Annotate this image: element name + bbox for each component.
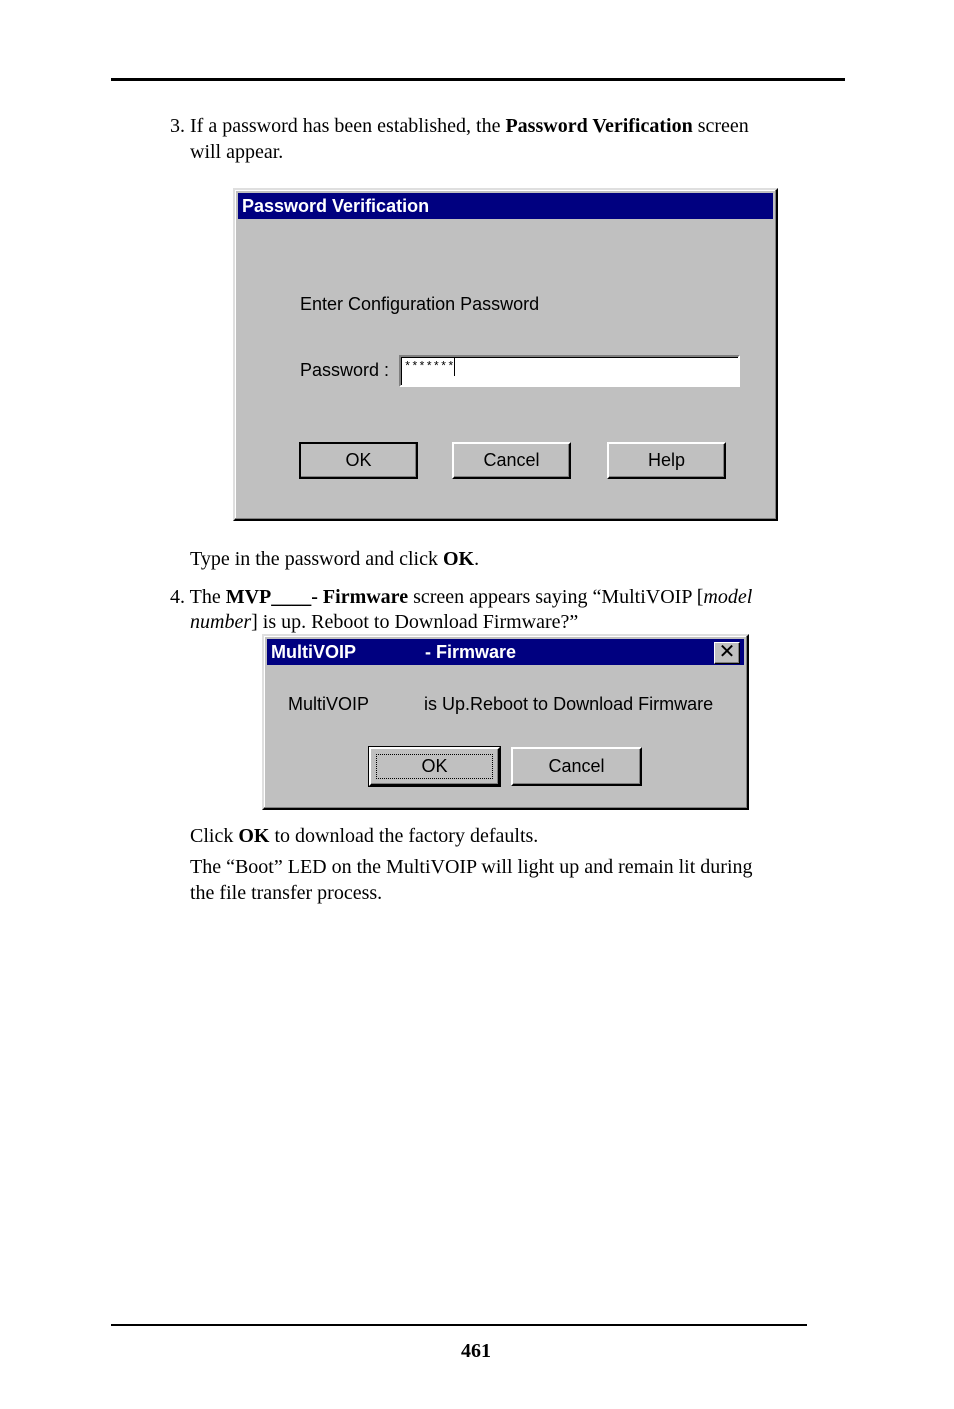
focus-ring <box>376 754 493 779</box>
step4-line1 <box>170 584 752 610</box>
password-instruction-text-b: . <box>474 548 480 570</box>
bottom-rule <box>111 1324 807 1326</box>
step4-italic-b: number <box>190 611 252 633</box>
firmware-cancel-button[interactable] <box>511 747 642 786</box>
step4-text-b: screen appears saying “MultiVOIP [ <box>408 586 704 608</box>
firmware-titlebar[interactable] <box>267 639 744 665</box>
step3-line1 <box>170 113 749 139</box>
step4-italic-a: model <box>703 586 753 608</box>
prompt-label: Enter Configuration Password <box>300 294 540 314</box>
firmware-ok-label: OK <box>421 756 448 776</box>
firmware-title-a: MultiVOIP <box>271 642 356 662</box>
step3-number: 3. <box>170 115 185 137</box>
step4-line2 <box>190 609 578 635</box>
step4-bold: MVP____- Firmware <box>225 586 409 608</box>
password-instruction <box>190 546 479 572</box>
step3-text-a: If a password has been established, the <box>185 115 506 137</box>
help-button[interactable] <box>607 442 726 479</box>
password-label: Password : <box>300 360 390 380</box>
dialog-titlebar[interactable]: Password Verification <box>238 193 773 219</box>
password-instruction-text-a: Type in the password and click <box>190 548 443 570</box>
click-ok-text-a: Click <box>190 825 239 847</box>
firmware-message-a: MultiVOIP <box>288 694 370 714</box>
password-instruction-bold: OK <box>442 548 475 570</box>
ok-button-label: OK <box>345 450 372 470</box>
step4-text-c: ] is up. Reboot to Download Firmware?” <box>251 611 579 633</box>
boot-led-line1: The “Boot” LED on the MultiVOIP will light up and remain lit during <box>190 856 753 878</box>
close-icon[interactable]: ✕ <box>714 642 740 664</box>
top-rule <box>111 78 845 81</box>
password-input[interactable] <box>399 355 740 387</box>
cancel-button-label: Cancel <box>483 450 540 470</box>
firmware-cancel-label: Cancel <box>548 756 605 776</box>
text-caret <box>454 358 455 376</box>
ok-button[interactable] <box>299 442 418 479</box>
firmware-dialog <box>262 634 749 810</box>
cancel-button[interactable] <box>452 442 571 479</box>
password-verification-dialog <box>233 188 778 521</box>
step4-text-a: The <box>185 586 226 608</box>
step3-text-b: screen <box>692 115 749 137</box>
password-value: ******* <box>404 360 455 374</box>
step3-line2: will appear. <box>190 141 284 163</box>
boot-led-line2: the file transfer process. <box>190 882 383 904</box>
help-button-label: Help <box>647 450 686 470</box>
step4-number: 4. <box>170 586 185 608</box>
click-ok-text-b: to download the factory defaults. <box>269 825 539 847</box>
page-number: 461 <box>461 1340 491 1362</box>
click-ok-bold: OK <box>238 825 270 847</box>
click-ok-instruction <box>190 823 538 849</box>
firmware-message-b: is Up.Reboot to Download Firmware <box>424 694 714 714</box>
step3-bold: Password Verification <box>505 115 693 137</box>
firmware-ok-button[interactable] <box>369 747 500 786</box>
firmware-title-b: - Firmware <box>425 642 517 662</box>
